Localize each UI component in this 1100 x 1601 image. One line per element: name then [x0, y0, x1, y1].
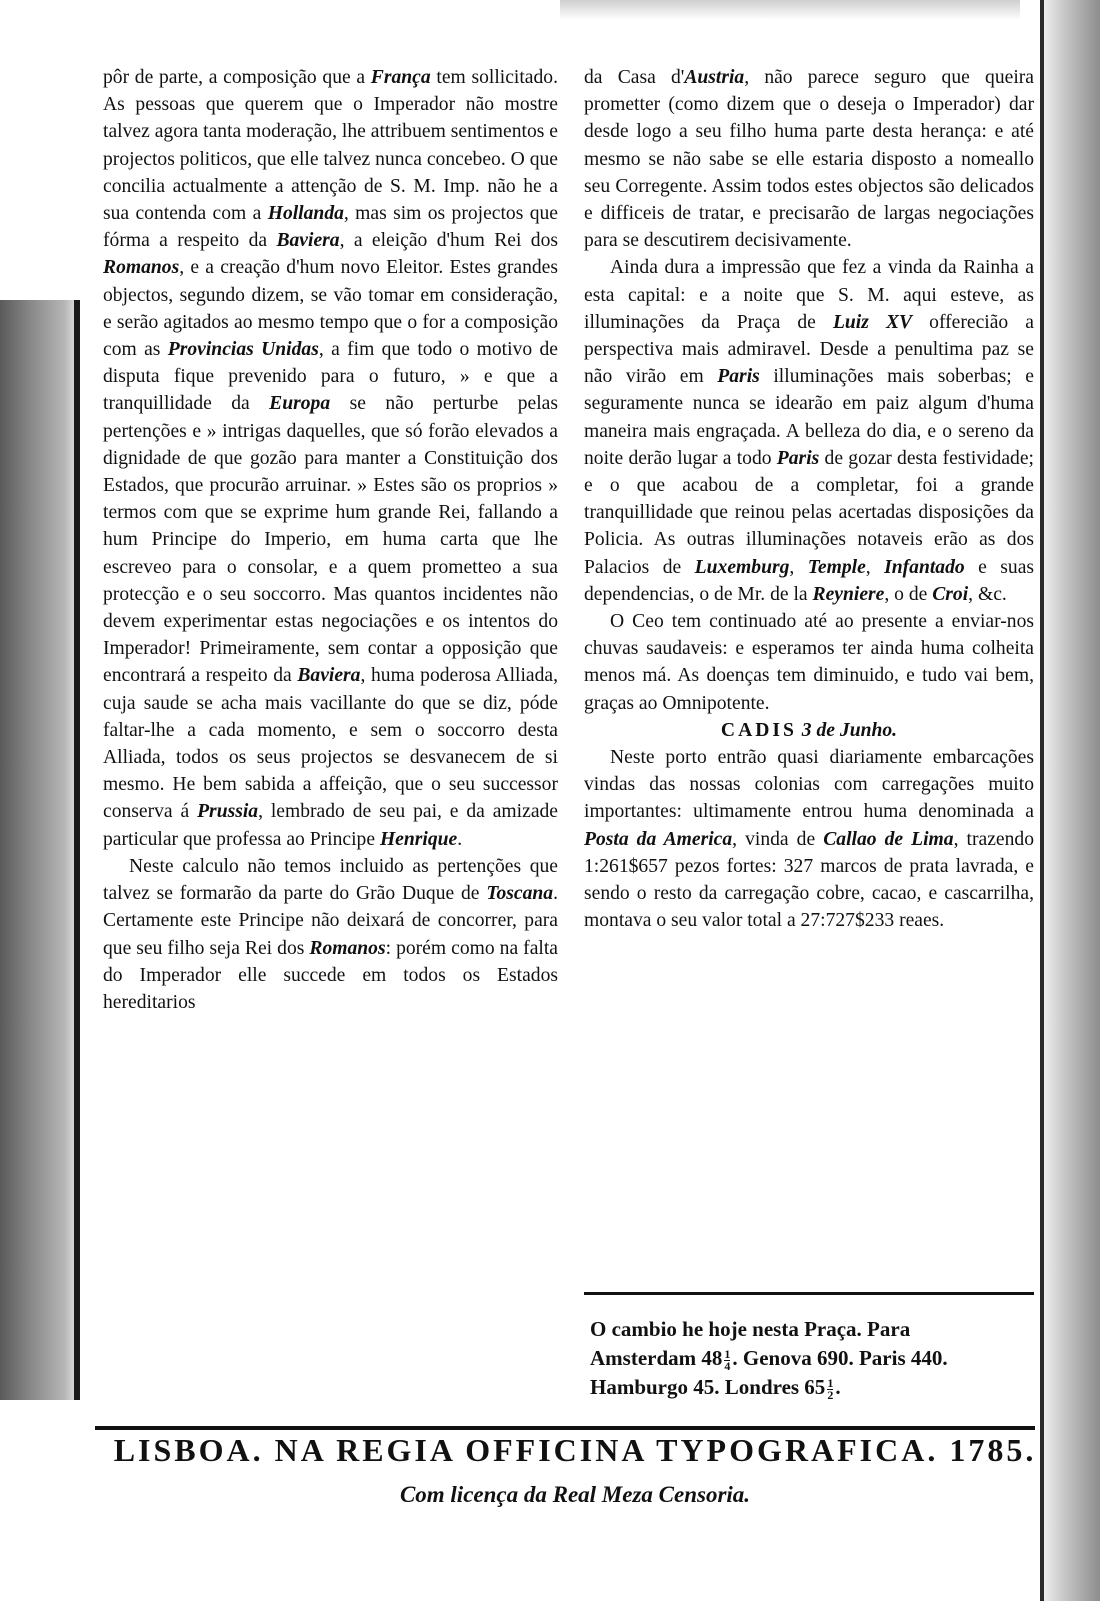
italic-name: Croi [932, 583, 969, 605]
text-run: , não parece seguro que queira prometter (como dizem que o deseja o Imperador) dar desde logo a seu filho huma parte desta herança: e até mesmo se não sabe se elle estaria disposto a nomeallo seu Corregente. Assim todos estes objectos são delicados e difficeis de tratar, e precisarão de largas negociações para se descutirem decisivamente. [584, 67, 1034, 252]
dateline-date: 3 de Junho. [796, 719, 898, 741]
amsterdam-fraction [724, 1346, 731, 1373]
text-run: O Ceo tem continuado até ao presente a enviar-nos chuvas saudaveis: e esperamos ter ainda huma colheita menos má. As doenças tem diminuido, e tudo vai bem, graças ao Omnipotente. [584, 611, 1034, 714]
italic-name: Toscana [486, 883, 554, 905]
text-run: : porém como na falta do Imperador elle succede em todos os Estados hereditarios [103, 937, 558, 1013]
italic-name: Callao de Lima [823, 828, 954, 850]
text-run: illuminações mais soberbas; e seguramente nunca se idearão em paiz algum d'huma maneira mais engraçada. A belleza do dia, e o sereno da noite derão lugar a todo [584, 366, 1034, 469]
italic-name: Paris [717, 366, 760, 388]
italic-name: Romanos [309, 937, 386, 959]
text-run: se não perturbe pelas pertenções e » intrigas daquelles, que só forão elevados a dignidade de que gozão para manter a Constituição dos Estados, que procurão arruinar. » Estes são os proprios » termos com que se exprime hum grande Rei, fallando a hum Principe do Imperio, em huma carta que lhe escreveo para o consolar, e a quem prometteo a sua protecção e o seu soccorro. Mas quantos incidentes não devem experimentar estas negociações e os intentos do Imperador! Primeiramente, sem contar a opposição que encontrará a respeito da [103, 393, 559, 687]
text-run: O cambio he hoje nesta Praça. Para [590, 1317, 911, 1341]
page-top-shadow [560, 0, 1020, 20]
exchange-rates-notice [590, 1315, 1030, 1402]
fraction-numerator: 1 [827, 1375, 834, 1390]
text-run: , vinda de [732, 828, 824, 850]
italic-name: Reyniere [812, 583, 885, 605]
amsterdam-rate: Amsterdam 48 [590, 1346, 723, 1370]
exchange-line-2 [590, 1344, 1030, 1373]
section-divider-rule [584, 1292, 1034, 1295]
londres-fraction [827, 1375, 834, 1402]
left-text-column [103, 64, 558, 1016]
italic-name: Luiz XV [832, 311, 913, 333]
censorship-licence: Com licença da Real Meza Censoria. [399, 1482, 751, 1507]
italic-name: Paris [776, 447, 820, 469]
text-run: . [835, 1375, 841, 1399]
italic-name: Hollanda [267, 203, 344, 225]
page-edge-shadow-left [0, 300, 80, 1400]
text-run: , o de [884, 583, 933, 605]
text-run: , &c. [968, 583, 1007, 605]
fraction-numerator: 1 [724, 1346, 731, 1361]
text-run: . [457, 828, 463, 850]
italic-name: Temple [807, 556, 866, 578]
italic-name: Prussia [197, 801, 259, 823]
text-run: , mas sim os projectos que fórma a respeito da [103, 203, 559, 252]
text-run: . Genova 690. Paris 440. [732, 1346, 948, 1370]
italic-name: Posta da America [584, 828, 733, 850]
text-run: e suas dependencias, o de Mr. de la [584, 556, 1035, 605]
fraction-denominator: 2 [827, 1387, 834, 1402]
text-run: , huma poderosa Alliada, cuja saude se acha mais vacillante do que se diz, póde faltar-lhe a cada momento, e sem o soccorro desta Alliada, todos os seus projectos se desvanecem de si mesmo. He bem sabida a affeição, que o seu successor conserva á [103, 665, 558, 823]
exchange-line-3 [590, 1373, 1030, 1402]
text-run: . Certamente este Principe não deixará de concorrer, para que seu filho seja Rei dos [103, 883, 558, 959]
italic-name: Infantado [884, 556, 965, 578]
text-run: da Casa d' [584, 67, 685, 88]
italic-name: Romanos [103, 257, 180, 279]
text-run: de gozar desta festividade; e o que acabou de a completar, foi a grande tranquillidade que reinou pelas acertadas disposições da Policia. As outras illuminações notaveis erão as dos Palacios de [584, 447, 1034, 578]
text-run: offerecião a perspectiva mais admiravel. Desde a penultima paz se não virão em [584, 311, 1034, 388]
text-run: , [789, 556, 808, 578]
right-text-column [584, 64, 1034, 935]
dateline-place: CADIS [720, 719, 797, 741]
text-run: , [865, 556, 885, 578]
text-run: Neste calculo não temos incluido as pertenções que talvez se formarão da parte do Grão Duque de [103, 855, 558, 905]
right-paragraph-2 [584, 254, 1034, 608]
text-run: Hamburgo 45. Londres 65 [590, 1375, 826, 1399]
text-run: , a fim que todo o motivo de disputa fique prevenido para o futuro, » e que a tranquillidade da [103, 339, 559, 415]
text-run: , trazendo 1:261$657 pezos fortes: 327 marcos de prata lavrada, e sendo o resto da carregação cobre, cacao, e cascarrilha, montava o seu valor total a 27:727$233 reaes. [584, 828, 1034, 932]
italic-name: Baviera [297, 665, 361, 687]
text-run: , lembrado de seu pai, e da amizade particular que professa ao Principe [103, 801, 559, 850]
italic-name: Luxemburg [694, 556, 790, 578]
italic-name: Europa [269, 393, 331, 415]
italic-name: Baviera [276, 230, 340, 252]
right-paragraph-3 [584, 608, 1034, 717]
right-paragraph-4 [584, 744, 1034, 934]
page-edge-shadow-right [1040, 0, 1100, 1601]
italic-name: Henrique [379, 828, 458, 850]
left-paragraph-2 [103, 853, 558, 1016]
text-run: Ainda dura a impressão que fez a vinda da Rainha a esta capital: e a noite que S. M. aqui esteve, as illuminações da Praça de [584, 257, 1034, 333]
printer-imprint: LISBOA. NA REGIA OFFICINA TYPOGRAFICA. 1785. [113, 1432, 1037, 1468]
left-paragraph-1 [103, 64, 558, 853]
text-run: , e a creação d'hum novo Eleitor. Estes grandes objectos, segundo dizem, se vão tomar em consideração, e serão agitados ao mesmo tempo que o for a composição com as [103, 257, 558, 361]
italic-name: Austria [684, 67, 745, 88]
text-run: Neste porto entrão quasi diariamente embarcações vindas das nossas colonias com carregações muito importantes: ultimamente entrou huma denominada a [584, 747, 1034, 823]
right-paragraph-1 [584, 64, 1034, 254]
text-run: , a eleição d'hum Rei dos [339, 230, 559, 252]
footer-divider-rule [95, 1426, 1035, 1430]
italic-name: Provincias Unidas [167, 339, 319, 361]
italic-name: França [370, 67, 431, 88]
text-run: pôr de parte, a composição que a [103, 67, 371, 88]
fraction-denominator: 4 [724, 1358, 731, 1373]
exchange-line-1 [590, 1315, 1030, 1344]
dateline-cadis [584, 717, 1034, 744]
text-run: tem sollicitado. As pessoas que querem que o Imperador não mostre talvez agora tanta moderação, lhe attribuem sentimentos e projectos politicos, que elle talvez nunca concebeo. O que concilia actualmente a attenção de S. M. Imp. não he a sua contenda com a [103, 67, 558, 225]
